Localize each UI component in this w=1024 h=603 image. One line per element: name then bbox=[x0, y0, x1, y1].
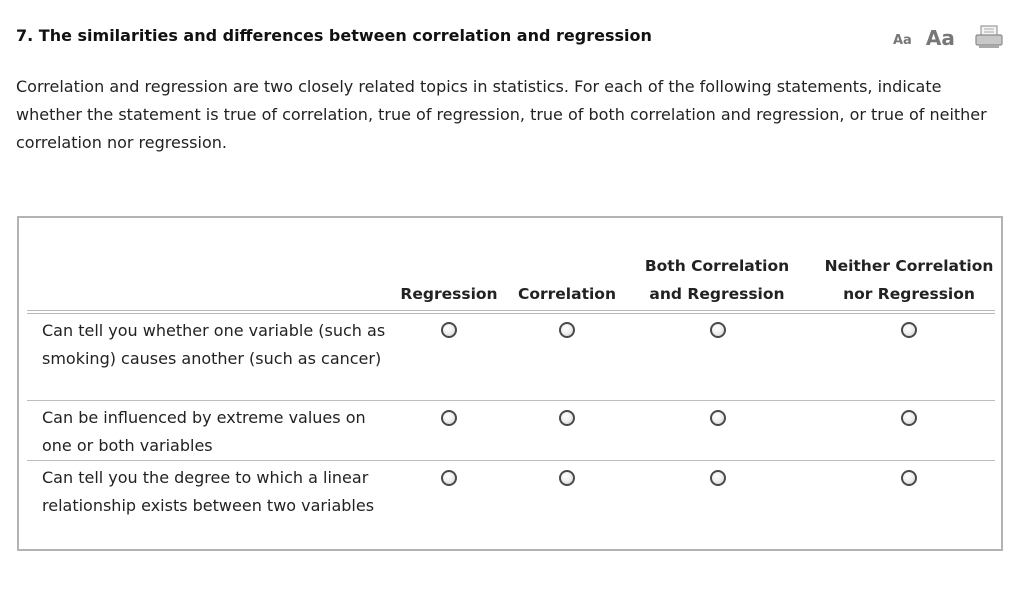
radio-row1-both[interactable] bbox=[710, 322, 726, 338]
column-header-both-line2: and Regression bbox=[649, 285, 785, 303]
radio-row1-correlation[interactable] bbox=[559, 322, 575, 338]
statement-text: Can tell you the degree to which a linear relationship exists between two variables bbox=[42, 468, 375, 515]
font-size-large-button[interactable]: Aa bbox=[925, 26, 955, 50]
radio-row3-both[interactable] bbox=[710, 470, 726, 486]
statement-text: Can be influenced by extreme values on one or both variables bbox=[42, 408, 366, 455]
radio-row3-regression[interactable] bbox=[441, 470, 457, 486]
radio-row1-neither[interactable] bbox=[901, 322, 917, 338]
column-header-both-line1: Both Correlation bbox=[644, 257, 790, 275]
statement-text: Can tell you whether one variable (such as smoking) causes another (such as cancer) bbox=[42, 321, 386, 368]
table-row bbox=[27, 401, 995, 460]
print-icon[interactable] bbox=[975, 25, 1003, 49]
question-instructions: Correlation and regression are two closely related topics in statistics. For each of the following statements, indicate whether the statement is true of correlation, true of regression, true of both correlation and regression, or true of neither correlation nor regression. bbox=[16, 77, 987, 152]
column-header-regression bbox=[395, 252, 503, 308]
radio-row2-neither[interactable] bbox=[901, 410, 917, 426]
column-header-correlation-line2: Correlation bbox=[517, 285, 616, 303]
answer-table bbox=[17, 216, 1003, 551]
radio-row2-both[interactable] bbox=[710, 410, 726, 426]
radio-row3-correlation[interactable] bbox=[559, 470, 575, 486]
radio-row2-correlation[interactable] bbox=[559, 410, 575, 426]
column-header-correlation bbox=[513, 252, 621, 308]
table-row bbox=[27, 461, 995, 547]
column-header-neither bbox=[814, 252, 1004, 308]
font-size-small-button[interactable]: Aa bbox=[893, 33, 912, 48]
font-size-controls bbox=[893, 25, 1003, 49]
column-header-regression-line1 bbox=[395, 252, 503, 280]
column-header-neither-line1: Neither Correlation bbox=[824, 257, 994, 275]
table-row bbox=[27, 314, 995, 400]
radio-row1-regression[interactable] bbox=[441, 322, 457, 338]
column-header-neither-line2: nor Regression bbox=[843, 285, 975, 303]
radio-row2-regression[interactable] bbox=[441, 410, 457, 426]
column-header-both bbox=[633, 252, 801, 308]
column-header-correlation-line1 bbox=[513, 252, 621, 280]
question-title: 7. The similarities and differences between correlation and regression bbox=[16, 26, 652, 45]
column-header-regression-line2: Regression bbox=[400, 285, 498, 303]
radio-row3-neither[interactable] bbox=[901, 470, 917, 486]
